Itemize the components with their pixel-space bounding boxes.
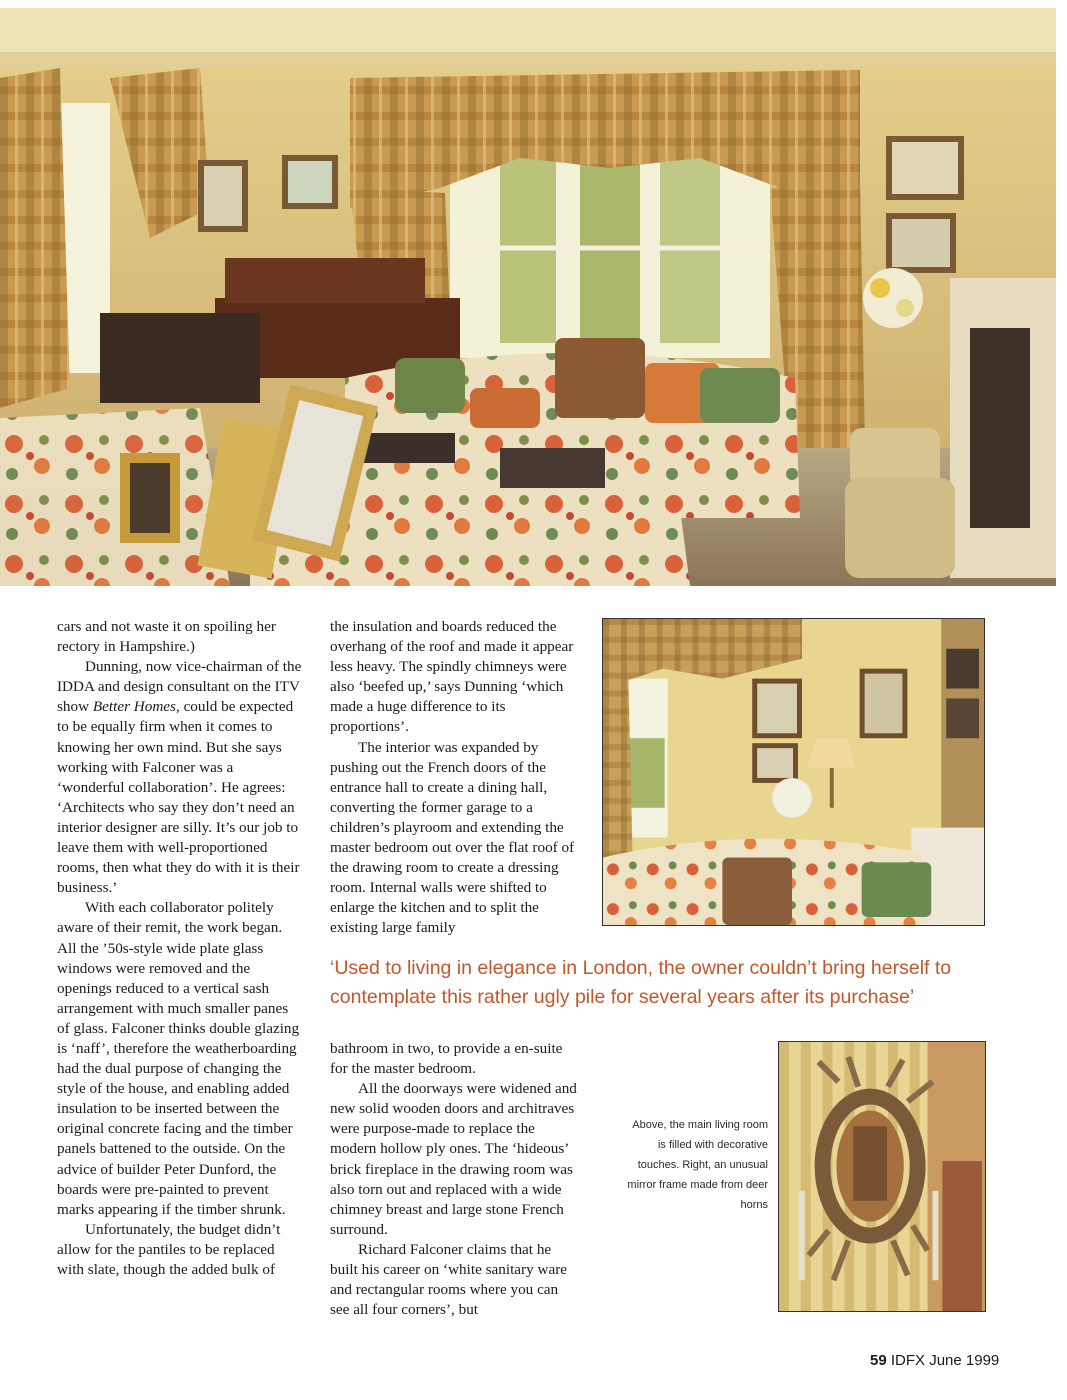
deer-horn-mirror-photo (778, 1041, 986, 1312)
paragraph: All the doorways were widened and new solid wooden doors and architraves were purpose-made to replace the modern hollow ply ones. The ‘hideous’ brick fireplace in the drawing room was also torn out and replaced with a wide chimney breast and large stone French surround. (330, 1080, 577, 1238)
page-number: 59 (870, 1352, 887, 1369)
paragraph: Unfortunately, the budget didn’t allow for the pantiles to be replaced with slate, though the added bulk of (57, 1220, 281, 1278)
paragraph: cars and not waste it on spoiling her rectory in Hampshire.) (57, 618, 276, 656)
paragraph: The interior was expanded by pushing out the French doors of the entrance hall to create a dining hall, converting the former garage to a children’s playroom and extending the master bedroom out over the flat roof of the drawing room to create a dressing room. Internal walls were shifted to enlarge the kitchen and to split the existing large family (330, 738, 575, 937)
magazine-issue: IDFX June 1999 (890, 1352, 1000, 1369)
paragraph: bathroom in two, to provide a en-suite for the master bedroom. (330, 1040, 563, 1078)
article-column-2-top (330, 617, 580, 939)
paragraph: Richard Falconer claims that he built his career on ‘white sanitary ware and rectangular rooms where you can see all four corners’, but (330, 1240, 568, 1319)
show-title: Better Homes (92, 698, 176, 716)
page-footer (870, 1352, 999, 1369)
living-room-photo (0, 8, 1056, 586)
photo-caption: Above, the main living room is filled with decorative touches. Right, an unusual mirror frame made from deer horns (627, 1119, 768, 1211)
paragraph: Dunning, now vice-chairman of the IDDA and design consultant on the ITV show Better Homes, could be expected to be equally firm when it comes to knowing her own mind. But she says working with Falconer was a ‘wonderful collaboration’. He agrees: ‘Architects who say they don’t need an interior designer are silly. It’s our job to leave them with well-proportioned rooms, then what they do with it is their business.’ (57, 658, 302, 897)
paragraph: With each collaborator politely aware of their remit, the work began. All the ’50s-style wide plate glass windows were removed and the openings reduced to a vertical sash arrangement with much smaller panes of glass. Falconer thinks double glazing is ‘naff’, therefore the weatherboarding had the dual purpose of changing the style of the house, and enabling added insulation to be inserted between the original concrete facing and the timber panels battened to the outside. On the advice of builder Peter Dunford, the boards were pre-painted to prevent marks appearing if the timber shrunk. (57, 899, 300, 1218)
drawing-room-corner-photo (602, 618, 985, 926)
pull-quote: ‘Used to living in elegance in London, the owner couldn’t bring herself to contemplate this rather ugly pile for several years after its purchase’ (330, 957, 952, 1008)
paragraph: the insulation and boards reduced the overhang of the roof and made it appear less heavy. The spindly chimneys were also ‘beefed up,’ says Dunning ‘which made a huge difference to its proportions’. (330, 618, 574, 736)
article-column-2-bottom (330, 1039, 580, 1320)
article-column-1 (57, 617, 303, 1280)
